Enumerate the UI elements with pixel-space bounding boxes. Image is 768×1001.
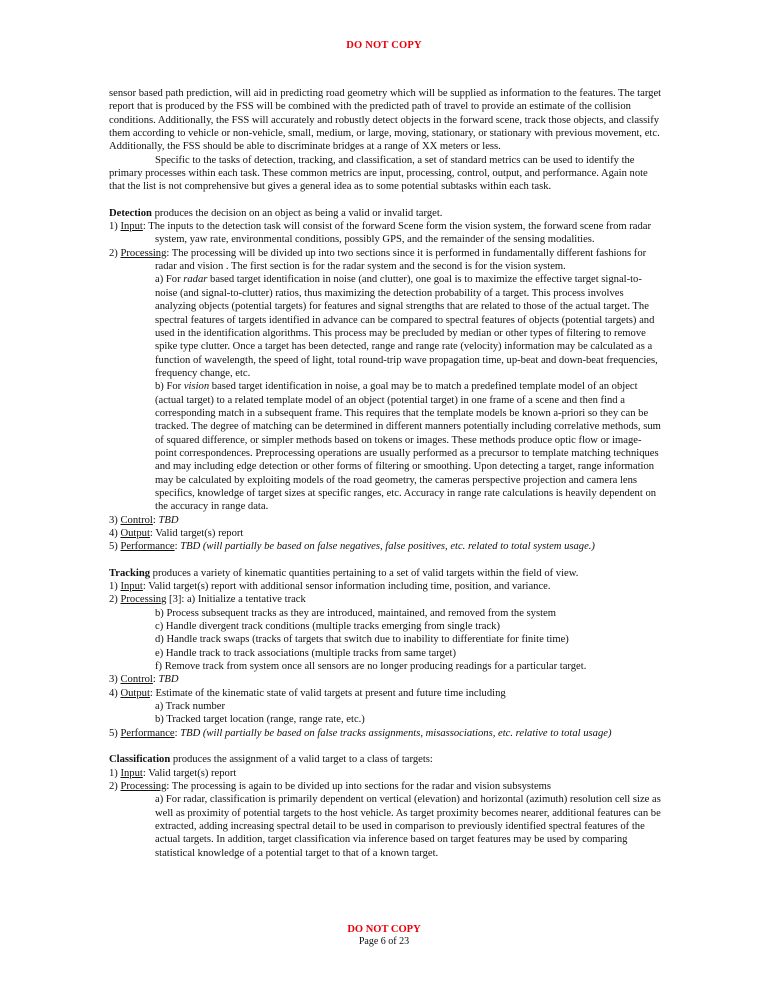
detection-control-label: Control xyxy=(120,514,153,526)
detection-input xyxy=(109,220,662,247)
do-not-copy-header: DO NOT COPY xyxy=(346,40,422,51)
list-item: b) Tracked target location (range, range rate, etc.) xyxy=(155,714,365,726)
tracking-output-text: : Estimate of the kinematic state of valid targets at present and future time including xyxy=(149,687,506,699)
tracking-input xyxy=(109,580,662,593)
item-number: 4) xyxy=(109,687,121,699)
detection-processing-text: : The processing will be divided up into two sections since it is performed in fundamentally different fashions for radar and vision . The first section is for the radar system and the second is for the vision system. xyxy=(155,247,647,273)
detection-processing xyxy=(109,247,662,274)
classification-processing-label: Processing xyxy=(120,780,167,792)
detection-input-label: Input xyxy=(120,221,143,233)
detection-control-value: TBD xyxy=(158,514,179,526)
tracking-output xyxy=(109,687,662,700)
classification-input-text: : Valid target(s) report xyxy=(142,767,237,779)
vision-item-em: vision xyxy=(183,381,210,393)
detection-processing-label: Processing xyxy=(120,247,167,259)
classification-input-label: Input xyxy=(120,767,143,779)
radar-item-em: radar xyxy=(183,274,208,286)
tracking-input-label: Input xyxy=(120,581,143,593)
separator: : xyxy=(152,514,159,526)
tracking-processing xyxy=(109,593,662,606)
detection-title: Detection xyxy=(109,207,152,219)
intro-paragraph-2: Specific to the tasks of detection, tracking, and classification, a set of standard metrics can be used to identify the primary processes within each task. These common metrics are input, processing, control, output, and performance. Again note that the list is not comprehensive but gives a general idea as to some potential subtasks within each task. xyxy=(109,154,648,193)
item-number: 5) xyxy=(109,541,121,553)
classification-processing xyxy=(109,780,662,793)
separator: : xyxy=(174,541,181,553)
list-item: a) Track number xyxy=(155,701,226,713)
detection-performance xyxy=(109,540,662,553)
list-item: e) Handle track to track associations (multiple tracks from same target) xyxy=(155,647,457,659)
radar-item-text: based target identification in noise (and clutter), one goal is to maximize the effective target signal-to-noise (and signal-to-clutter) ratios, thus maximizing the detection probability of a target. This process involves analyzing objects (potential targets) for features and signal strengths that are related to those of the actual target. The spectral features of targets identified in advance can be compared to spectral features of objects (potential targets) and used in the identification algorithms. This process may be precluded by median or other types of filtering to remove spike type clutter. Once a target has been detected, range and range rate (velocity) information may be calculated as a function of wavelength, the speed of light, total round-trip wave propagation time, up-beat and down-beat frequencies, frequency change, etc. xyxy=(155,274,658,379)
tracking-performance-value: TBD (will partially be based on false tracks assignments, misassociations, etc. relative to total usage) xyxy=(180,727,612,739)
detection-input-text: : The inputs to the detection task will consist of the forward Scene form the vision system, the forward scene from radar system, yaw rate, environmental conditions, possibly GPS, and the remainder of the sensing modalities. xyxy=(142,221,652,246)
item-number: 1) xyxy=(109,767,121,779)
detection-performance-value: TBD (will partially be based on false negatives, false positives, etc. related to total system usage.) xyxy=(180,541,595,553)
detection-output-text: : Valid target(s) report xyxy=(149,528,244,539)
page-body xyxy=(109,87,662,860)
page-number: Page 6 of 23 xyxy=(358,936,410,947)
detection-output xyxy=(109,527,662,540)
detection-vision-item xyxy=(109,380,662,513)
item-number: 1) xyxy=(109,581,121,593)
classification-title: Classification xyxy=(109,754,171,766)
intro-paragraph-1: sensor based path prediction, will aid in predicting road geometry which will be supplied as information to the features. The target report that is produced by the FSS will be combined with the predicted path of travel to provide an estimate of the collision conditions. Additionally, the FSS will accurately and robustly detect objects in the forward scene, track those objects, and classify them according to vehicle or non-vehicle, small, medium, or large, moving, stationary, or stationary with previous movement, etc. Additionally, the FSS should be able to discriminate bridges at a range of XX meters or less. xyxy=(109,88,662,153)
tracking-output-label: Output xyxy=(120,687,150,699)
tracking-processing-text: [3]: a) Initialize a tentative track xyxy=(166,594,306,606)
detection-radar-item xyxy=(109,273,662,380)
item-number: 3) xyxy=(109,514,121,526)
tracking-control-value: TBD xyxy=(158,674,179,686)
separator: : xyxy=(152,674,159,686)
tracking-processing-label: Processing xyxy=(120,594,167,606)
list-item: c) Handle divergent track conditions (multiple tracks emerging from single track) xyxy=(155,621,500,633)
vision-item-text: based target identification in noise, a goal may be to match a predefined template model of an object (actual target) to a related template model of an object (potential target) in one frame of a scene and then find a corresponding match in a subsequent frame. This requires that the template models be known a-priori so they can be tracked. The degree of matching can be determined in different manners potentially including correlative methods, sum of squared difference, or simpler methods based on tokens or images. These methods produce optic flow or image-point correspondences. Preprocessing operations are usually performed as a precursor to template matching techniques and may including edge detection or other forms of filtering or smoothing. Upon detecting a target, range information may be calculated by exploiting models of the road geometry, the cameras perspective projection and camera lens specifics, knowledge of target sizes at specific ranges, etc. Accuracy in range rate calculations is heavily dependent on the accuracy in range data. xyxy=(155,381,661,513)
tracking-lead: produces a variety of kinematic quantities pertaining to a set of valid targets within the field of view. xyxy=(150,567,579,579)
item-number: 5) xyxy=(109,727,121,739)
detection-heading xyxy=(109,207,662,220)
detection-lead: produces the decision on an object as being a valid or invalid target. xyxy=(151,207,443,219)
detection-performance-label: Performance xyxy=(120,541,175,553)
tracking-title: Tracking xyxy=(109,567,151,579)
tracking-input-text: : Valid target(s) report with additional sensor information including time, position, and variance. xyxy=(142,581,551,593)
classification-lead: produces the assignment of a valid target to a class of targets: xyxy=(170,754,433,766)
classification-radar-item: a) For radar, classification is primarily dependent on vertical (elevation) and horizontal (azimuth) resolution cell size as well as proximity of potential targets to the host vehicle. As target proximity becomes nearer, additional features can be extracted, adding increasing spectral detail to be used in comparison to previously identified spectral features of the actual targets. In addition, target classification via inference based on target features may be used by comparing statistical knowledge of a potential target to that of a known target. xyxy=(155,794,661,859)
detection-output-label: Output xyxy=(120,528,150,539)
tracking-heading xyxy=(109,567,662,580)
tracking-control-label: Control xyxy=(120,674,153,686)
list-item: b) Process subsequent tracks as they are introduced, maintained, and removed from the system xyxy=(155,607,556,619)
page-footer xyxy=(0,924,768,948)
classification-input xyxy=(109,767,662,780)
tracking-performance xyxy=(109,727,662,740)
vision-item-prefix: b) For xyxy=(155,381,184,393)
item-number: 2) xyxy=(109,594,121,606)
tracking-performance-label: Performance xyxy=(120,727,175,739)
item-number: 4) xyxy=(109,528,121,539)
separator: : xyxy=(174,727,181,739)
tracking-control xyxy=(109,673,662,686)
radar-item-prefix: a) For xyxy=(155,274,184,286)
classification-processing-text: : The processing is again to be divided up into sections for the radar and vision subsystems xyxy=(166,780,552,792)
item-number: 3) xyxy=(109,674,121,686)
list-item: f) Remove track from system once all sensors are no longer producing readings for a particular target. xyxy=(155,661,587,673)
classification-heading xyxy=(109,753,662,766)
item-number: 1) xyxy=(109,221,121,233)
list-item: d) Handle track swaps (tracks of targets that switch due to inability to differentiate for finite time) xyxy=(155,634,569,646)
detection-control xyxy=(109,514,662,527)
item-number: 2) xyxy=(109,247,121,259)
do-not-copy-footer: DO NOT COPY xyxy=(347,924,421,935)
item-number: 2) xyxy=(109,780,121,792)
